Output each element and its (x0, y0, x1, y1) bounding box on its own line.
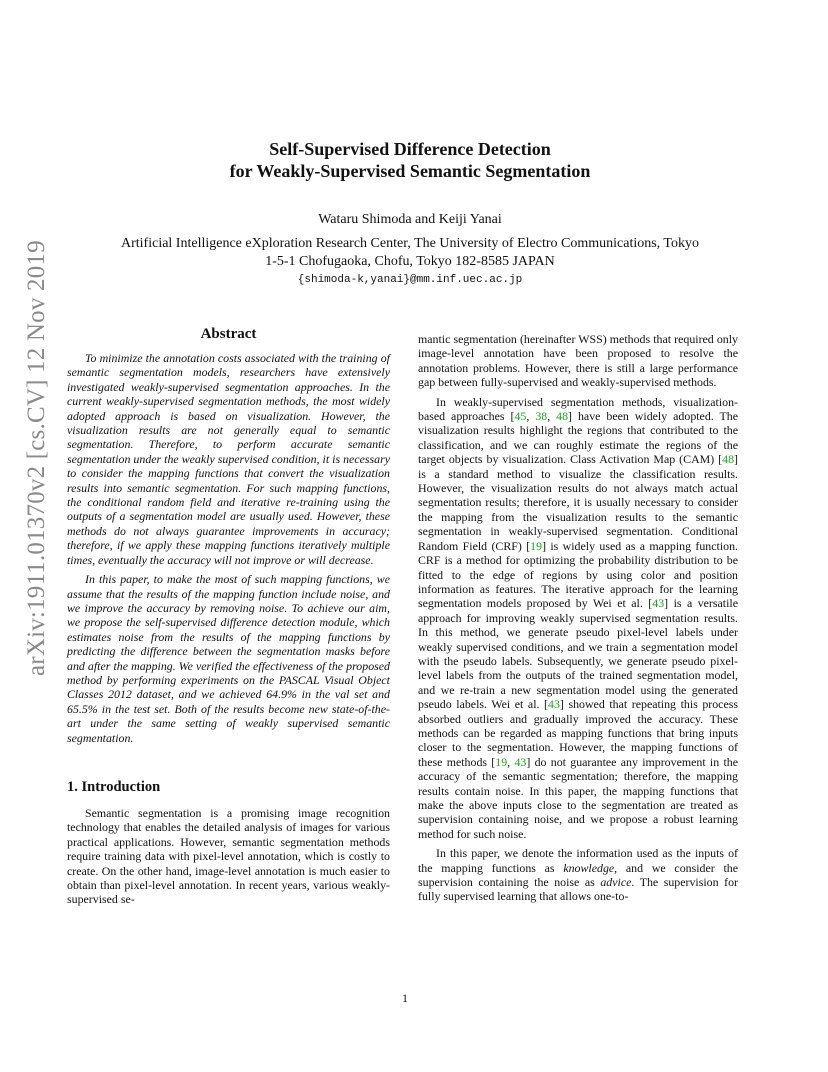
left-column (67, 326, 390, 907)
abstract-paragraph-1: To minimize the annotation costs associated with the training of semantic segmentation models, researchers have extensively investigated weakly-supervised segmentation approaches. In the current weakly-supervised segmentation methods, the most widely adopted approach is based on visualization. However, the visualization results are not generally equal to semantic segmentation. Therefore, to perform accurate semantic segmentation under the weakly supervised condition, it is necessary to consider the mapping functions that convert the visualization results into semantic segmentation. For such mapping functions, the conditional random field and iterative re-training using the outputs of a segmentation model are usually used. However, these methods do not always guarantee improvements in accuracy; therefore, if we apply these mapping functions iteratively multiple times, eventually the accuracy will not improve or will decrease. (67, 351, 390, 567)
text-span: , (526, 409, 536, 424)
text-span: , (507, 754, 515, 769)
emphasis-advice: advice (600, 875, 632, 890)
citation-link[interactable]: 38 (535, 409, 548, 424)
right-paragraph-2 (418, 395, 738, 842)
title-line-2: for Weakly-Supervised Semantic Segmentation (229, 161, 591, 181)
authors: Wataru Shimoda and Keiji Yanai (318, 212, 502, 227)
author-email[interactable]: {shimoda-k,yanai}@mm.inf.uec.ac.jp (297, 274, 523, 286)
text-span: ] is widely used as a mapping function. CRF is a method for optimizing the probability distribution to be fitted to the edge of regions by using color and position information as features. The iterative approach for the learning segmentation models proposed by Wei et al. [ (418, 538, 739, 611)
text-span: , and we consider the supervision containing the noise as (418, 860, 738, 890)
text-span: ] is a versatile approach for improving weakly supervised segmentation results. In this method, we generate pseudo pixel-level labels under weakly supervised conditions, and we train a segmentation model with the pseudo labels. Subsequently, we generate pseudo pixel-level labels from the outputs of the trained segmentation model, and we re-train a new segmentation model using the generated pseudo labels. Wei et al. [ (418, 596, 738, 712)
affiliation-line-2: 1-5-1 Chofugaoka, Chofu, Tokyo 182-8585 JAPAN (265, 254, 555, 269)
citation-link[interactable]: 48 (722, 452, 735, 467)
right-column (418, 332, 738, 904)
citation-link[interactable]: 48 (556, 409, 569, 424)
affiliation-line-1: Artificial Intelligence eXploration Research Center, The University of Electro Communications, Tokyo (121, 236, 699, 251)
right-paragraph-3 (418, 846, 738, 904)
citation-link[interactable]: 43 (514, 754, 527, 769)
text-span: . The supervision for fully supervised learning that allows one-to- (418, 875, 738, 904)
citation-link[interactable]: 43 (652, 596, 665, 611)
affiliation (60, 235, 760, 271)
right-paragraph-1: mantic segmentation (hereinafter WSS) methods that required only image-level annotation have been proposed to resolve the annotation problems. However, there is still a large performance gap between fully-supervised and weakly-supervised methods. (418, 332, 738, 390)
abstract (67, 326, 390, 745)
introduction (67, 779, 390, 907)
text-span: ] have been widely adopted. The visualization results highlight the regions that contributed to the classification, and we can roughly estimate the regions of the target objects by visualization. Class Activation Map (CAM) [ (418, 409, 738, 467)
page-number: 1 (402, 991, 408, 1005)
text-span: ] showed that repeating this process absorbed outliers and gradually improved the accuracy. These methods can be regarded as mapping functions that bring inputs closer to the segmentation. However, the mapping functions of these methods [ (418, 697, 738, 769)
text-span: ] do not guarantee any improvement in the accuracy of the semantic segmentation; therefore, the mapping results contain noise. In this paper, the mapping functions that make the above inputs close to the segmentation are treated as supervision containing noise, and we propose a robust learning method for such noise. (418, 754, 738, 841)
text-span: In this paper, we denote the information used as the inputs of the mapping functions as (418, 846, 738, 875)
title-line-1: Self-Supervised Difference Detection (269, 139, 551, 159)
paper-title (120, 138, 700, 182)
text-span: In weakly-supervised segmentation methods, visualization-based approaches [ (418, 394, 738, 424)
citation-link[interactable]: 45 (514, 409, 527, 424)
intro-paragraph-1: Semantic segmentation is a promising image recognition technology that enables the detailed analysis of images for various practical applications. However, semantic segmentation methods require training data with pixel-level annotation, which is costly to create. On the other hand, image-level annotation is much easier to obtain than pixel-level annotation. In recent years, various weakly-supervised se- (67, 805, 390, 907)
citation-link[interactable]: 19 (530, 538, 543, 553)
text-span: , (547, 409, 557, 424)
text-span: ] is a standard method to visualize the classification results. However, the visualization results do not always match actual segmentation results; therefore, it is usually necessary to consider the mapping from the visualization results to the semantic segmentation in weakly-supervised segmentation. Conditional Random Field (CRF) [ (418, 452, 738, 553)
abstract-heading: Abstract (200, 326, 257, 342)
citation-link[interactable]: 19 (495, 754, 508, 769)
emphasis-knowledge: knowledge (563, 860, 615, 875)
intro-heading: 1. Introduction (67, 778, 161, 795)
citation-link[interactable]: 43 (548, 697, 560, 712)
arxiv-stamp: arXiv:1911.01370v2 [cs.CV] 12 Nov 2019 (23, 240, 50, 676)
abstract-paragraph-2: In this paper, to make the most of such mapping functions, we assume that the results of the mapping function include noise, and we improve the accuracy by removing noise. To achieve our aim, we propose the self-supervised difference detection module, which estimates noise from the results of the mapping functions by predicting the difference between the segmentation masks before and after the mapping. We verified the effectiveness of the proposed method by performing experiments on the PASCAL Visual Object Classes 2012 dataset, and we achieved 64.9% in the val set and 65.5% in the test set. Both of the results become new state-of-the-art under the same setting of weakly supervised semantic segmentation. (67, 572, 390, 745)
